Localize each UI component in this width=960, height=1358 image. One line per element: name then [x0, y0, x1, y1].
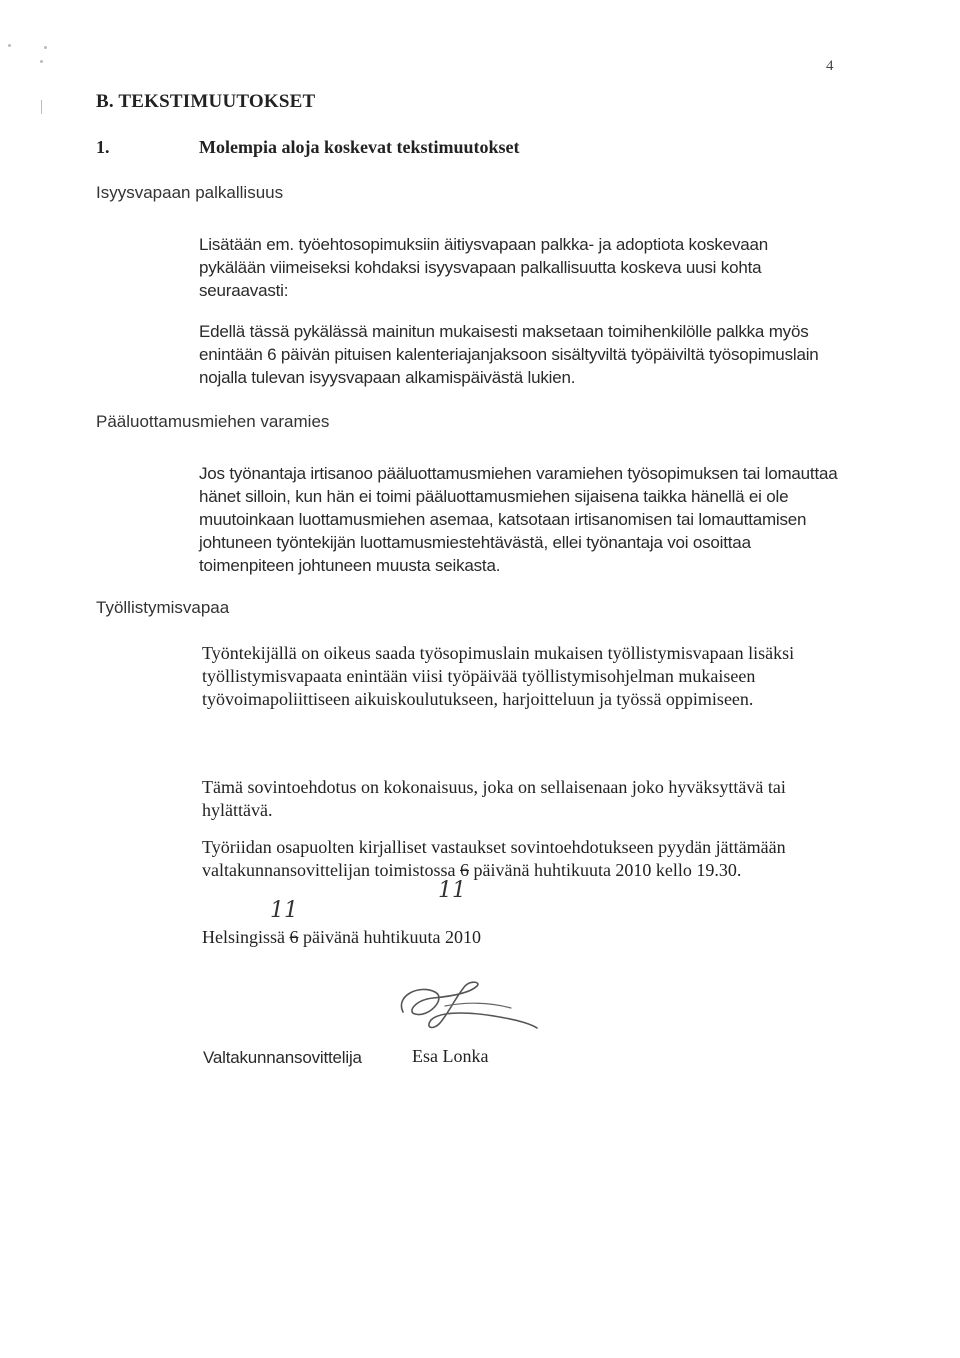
struck-day-1: 6	[459, 860, 469, 880]
handwritten-correction-2: 11	[270, 898, 298, 923]
vastaukset-line-2	[202, 859, 852, 882]
signer-name: Esa Lonka	[412, 1046, 489, 1066]
signer-title: Valtakunnansovittelija	[203, 1048, 362, 1067]
date-text: päivänä huhtikuuta 2010	[303, 927, 481, 947]
subsection-number: 1.	[96, 137, 110, 157]
tyollistymisvapaa-paragraph: Työntekijällä on oikeus saada työsopimuslain mukaisen työllistymisvapaan lisäksi työllistymisvapaata enintään viisi työpäivää työllistymisohjelman mukaiseen työvoimapoliittiseen aikuiskoulutukseen, harjoitteluun ja työssä oppimiseen.	[202, 643, 795, 709]
place-date-line	[202, 926, 481, 949]
page-number: 4	[826, 58, 834, 74]
section-heading: B. TEKSTIMUUTOKSET	[96, 91, 316, 112]
quoted-clause: Edellä tässä pykälässä mainitun mukaisesti maksetaan toimihenkilölle palkka myös enintään 6 päivän pituisen kalenteriajanjaksoon sisältyviltä työpäiviltä työsopimuslain nojalla tulevan isyysvapaan alkamispäivästä lukien.	[199, 322, 819, 387]
vastaukset-paragraph	[202, 836, 852, 882]
label-isyysvapaa: Isyysvapaan palkallisuus	[96, 183, 284, 202]
intro-paragraph: Lisätään em. työehtosopimuksiin äitiysvapaan palkka- ja adoptiota koskevaan pykälään viimeiseksi kohdaksi isyysvapaan palkallisuutta koskeva uusi kohta seuraavasti:	[199, 235, 769, 300]
varamies-paragraph: Jos työnantaja irtisanoo pääluottamusmiehen varamiehen työsopimuksen tai lomauttaa hänet silloin, kun hän ei toimi pääluottamusmiehen sijaisena taikka hänellä ei ole muutoinkaan luottamusmiehen asemaa, katsotaan irtisanomisen tai lomauttamisen johtuneen työntekijän luottamusmiestehtävästä, ellei työnantaja voi osoittaa toimenpiteen johtuneen muusta seikasta.	[199, 464, 838, 575]
place-name: Helsingissä	[202, 927, 285, 947]
subsection-title: Molempia aloja koskevat tekstimuutokset	[199, 137, 520, 157]
scan-mark	[41, 100, 42, 114]
vastaukset-office: valtakunnansovittelijan toimistossa	[202, 860, 456, 880]
label-tyollistymisvapaa: Työllistymisvapaa	[96, 598, 230, 617]
scan-speck	[40, 60, 43, 63]
vastaukset-deadline: päivänä huhtikuuta 2010 kello 19.30.	[473, 860, 742, 880]
label-varamies: Pääluottamusmiehen varamies	[96, 412, 330, 431]
struck-day-2: 6	[289, 927, 299, 947]
signature-scribble	[385, 972, 545, 1044]
handwritten-correction-1: 11	[438, 878, 466, 903]
scan-speck	[44, 46, 47, 49]
vastaukset-line-1: Työriidan osapuolten kirjalliset vastaukset sovintoehdotukseen pyydän jättämään	[202, 837, 786, 857]
kokonaisuus-paragraph: Tämä sovintoehdotus on kokonaisuus, joka on sellaisenaan joko hyväksyttävä tai hylättävä.	[202, 777, 786, 820]
scan-speck	[8, 44, 11, 47]
